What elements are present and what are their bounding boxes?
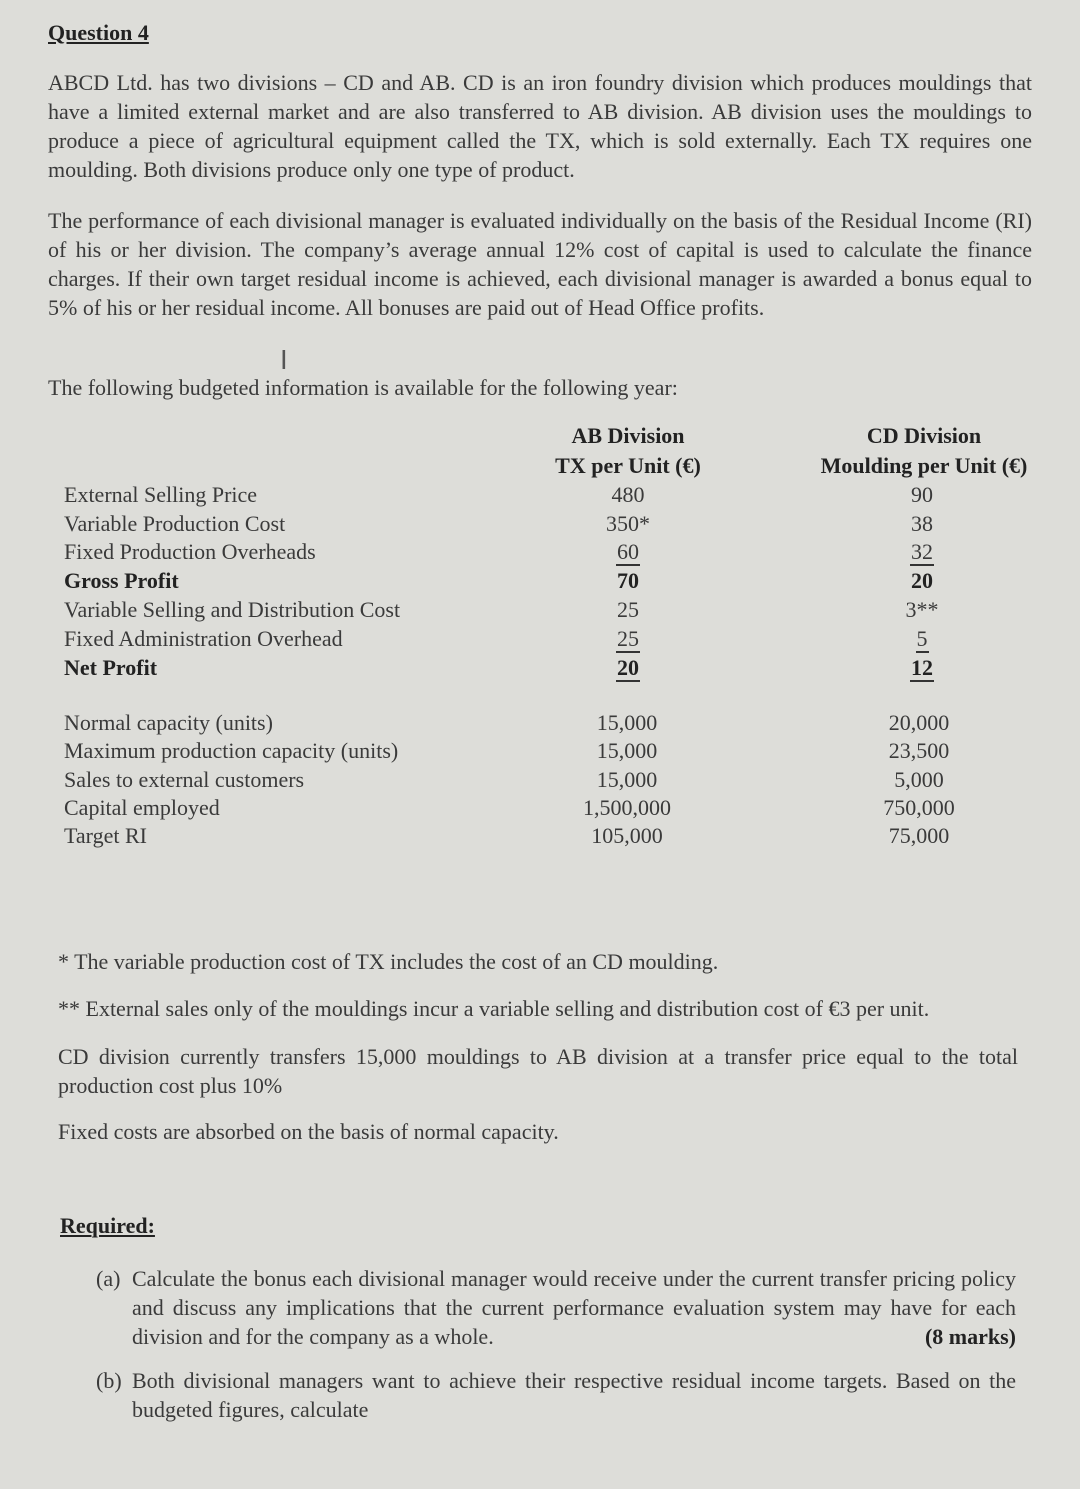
cd-gross-profit: 20 [911, 568, 933, 593]
ab-selling-price: 480 [611, 482, 645, 507]
ab-target-ri: 105,000 [591, 823, 663, 848]
part-b [96, 1366, 1016, 1424]
row-label-target-ri: Target RI [64, 823, 147, 848]
ab-variable-selling: 25 [617, 597, 639, 622]
footnote-selling-cost: ** External sales only of the mouldings incur a variable selling and distribution cost of €3 per unit. [58, 996, 930, 1021]
cd-max-capacity: 23,500 [888, 738, 950, 763]
ab-fixed-overheads: 60 [617, 539, 639, 564]
text-cursor-icon: I [280, 346, 288, 376]
cd-selling-price: 90 [911, 482, 933, 507]
ab-net-profit: 20 [617, 655, 639, 680]
cd-fixed-admin: 5 [916, 626, 928, 651]
part-b-text: Both divisional managers want to achieve their respective residual income targets. Based on the budgeted figures, calculate [132, 1368, 1016, 1422]
ab-capital-employed: 1,500,000 [583, 795, 671, 820]
row-label-selling-price: External Selling Price [64, 482, 258, 507]
row-label-variable-selling: Variable Selling and Distribution Cost [64, 597, 401, 622]
budget-intro: The following budgeted information is available for the following year: [48, 375, 678, 400]
question-title: Question 4 [48, 20, 149, 45]
cd-external-sales: 5,000 [894, 767, 944, 792]
part-b-label: (b) [96, 1368, 122, 1393]
ab-max-capacity: 15,000 [596, 738, 658, 763]
ab-variable-cost: 350* [606, 511, 650, 536]
cd-unit-header: Moulding per Unit (€) [820, 453, 1028, 478]
footnote-variable-cost: * The variable production cost of TX includes the cost of an CD moulding. [58, 949, 719, 974]
row-label-variable-cost: Variable Production Cost [64, 511, 286, 536]
fixed-costs-note: Fixed costs are absorbed on the basis of normal capacity. [58, 1119, 559, 1144]
row-label-gross-profit: Gross Profit [64, 568, 179, 593]
cd-variable-cost: 38 [911, 511, 933, 536]
ab-fixed-admin: 25 [617, 626, 639, 651]
ab-gross-profit: 70 [617, 568, 639, 593]
row-label-normal-capacity: Normal capacity (units) [64, 710, 273, 735]
transfer-paragraph: CD division currently transfers 15,000 mouldings to AB division at a transfer price equal to the total production cost plus 10% [58, 1044, 1018, 1098]
performance-paragraph: The performance of each divisional manager is evaluated individually on the basis of the Residual Income (RI) of his or her division. The company’s average annual 12% cost of capital is used to calculate the finance charges. If their own target residual income is achieved, each divisional manager is awarded a bonus equal to 5% of his or her residual income. All bonuses are paid out of Head Office profits. [48, 208, 1032, 320]
ab-normal-capacity: 15,000 [596, 710, 658, 735]
row-label-max-capacity: Maximum production capacity (units) [64, 738, 399, 763]
cd-net-profit: 12 [911, 655, 933, 680]
cd-normal-capacity: 20,000 [888, 710, 950, 735]
ab-unit-header: TX per Unit (€) [555, 453, 701, 478]
cd-division-header: CD Division [866, 423, 982, 448]
cd-variable-selling: 3** [905, 597, 939, 622]
part-a-marks: (8 marks) [924, 1324, 1016, 1349]
ab-external-sales: 15,000 [596, 767, 658, 792]
cd-capital-employed: 750,000 [883, 795, 955, 820]
part-a-text: Calculate the bonus each divisional manager would receive under the current transfer pricing policy and discuss any implications that the current performance evaluation system may have for each division and for the company as a whole. [132, 1266, 1016, 1349]
row-label-capital-employed: Capital employed [64, 795, 220, 820]
intro-paragraph: ABCD Ltd. has two divisions – CD and AB. CD is an iron foundry division which produces mouldings that have a limited external market and are also transferred to AB division. AB division uses the mouldings to produce a piece of agricultural equipment called the TX, which is sold externally. Each TX requires one moulding. Both divisions produce only one type of product. [48, 70, 1032, 182]
part-a-label: (a) [96, 1266, 121, 1291]
ab-division-header: AB Division [571, 423, 685, 448]
cd-fixed-overheads: 32 [911, 539, 933, 564]
required-heading: Required: [60, 1213, 155, 1238]
row-label-fixed-admin: Fixed Administration Overhead [64, 626, 343, 651]
row-label-external-sales: Sales to external customers [64, 767, 305, 792]
row-label-net-profit: Net Profit [64, 655, 158, 680]
row-label-fixed-overheads: Fixed Production Overheads [64, 539, 316, 564]
cd-target-ri: 75,000 [888, 823, 950, 848]
part-a [96, 1264, 1016, 1351]
